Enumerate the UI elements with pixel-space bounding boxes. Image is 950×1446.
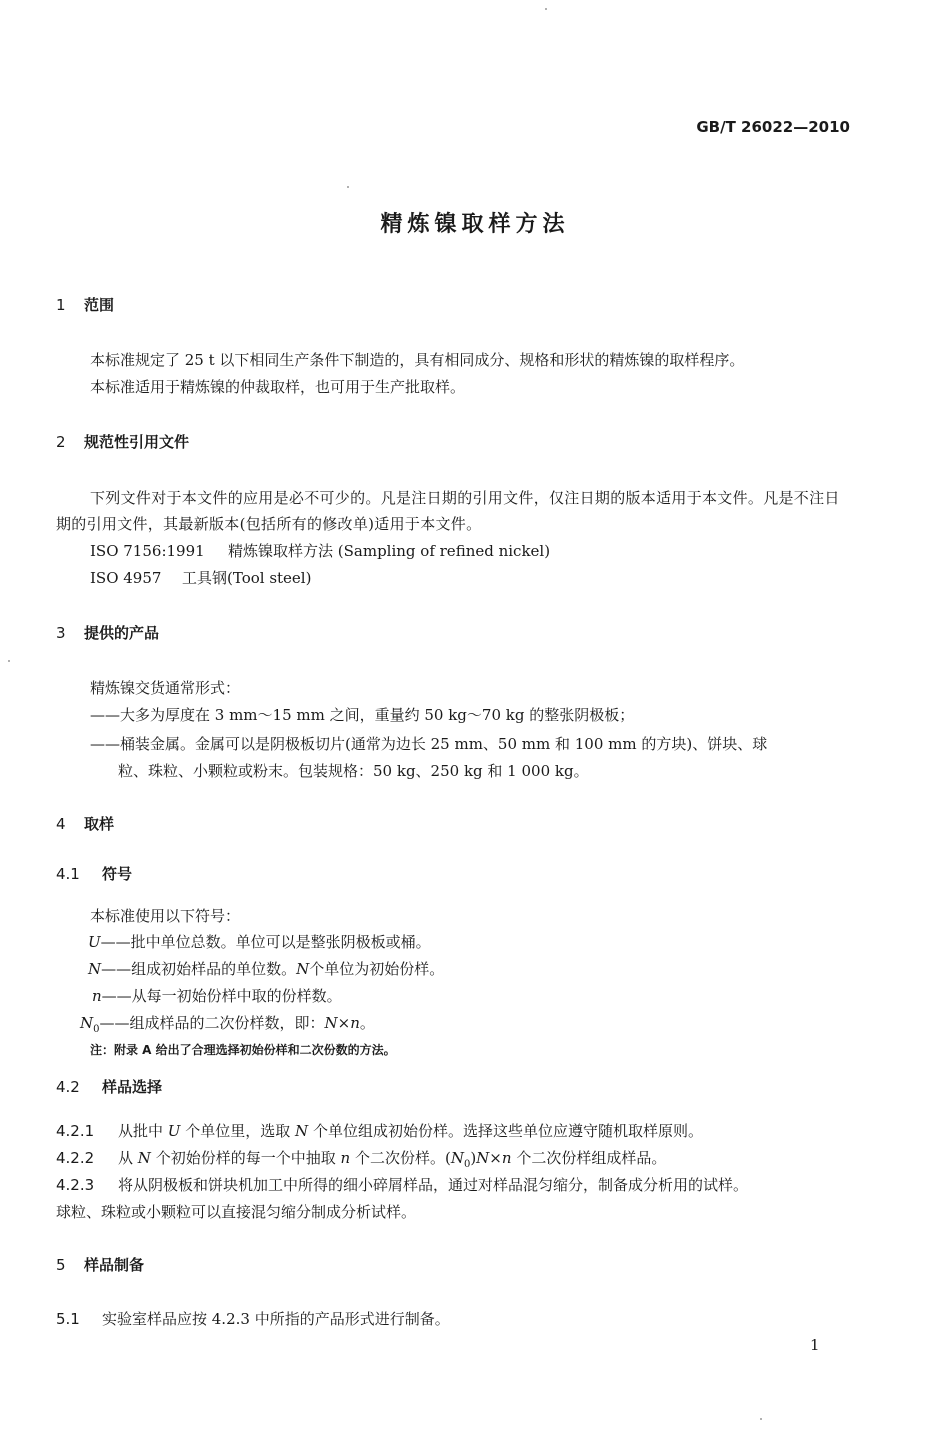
clause-4-2-1 [56,1118,703,1144]
section-2-heading [56,431,189,452]
section-number: 2 [56,433,66,451]
page-number: 1 [810,1336,820,1354]
section-title: 规范性引用文件 [84,433,190,451]
reference-item [90,565,311,591]
symbol-definition [88,956,444,982]
symbol-definition [92,983,342,1009]
subsection-number: 4.2 [56,1078,80,1096]
section-title: 范围 [84,296,115,314]
reference-title: 工具钢(Tool steel) [182,569,312,587]
clause-text: 个单位里，选取 [185,1122,291,1140]
symbol: N [88,960,102,978]
symbol-text: 。 [359,1014,375,1032]
section-5-heading [56,1254,144,1275]
subsection-title: 样品选择 [102,1078,163,1096]
symbol: N [80,1014,94,1032]
reference-code: ISO 4957 [90,569,162,587]
section-title: 样品制备 [84,1256,145,1274]
symbol: N [450,1149,464,1167]
note: 注：附录 A 给出了合理选择初始份样和二次份数的方法。 [90,1043,396,1057]
list-item: ——桶装金属。金属可以是阴极板切片(通常为边长 25 mm、50 mm 和 100 mm 的方块)、饼块、球 [90,735,768,753]
scan-speck [760,1418,762,1420]
standard-number: GB/T 26022—2010 [696,118,850,136]
section-title: 取样 [84,815,115,833]
symbol-text: 个单位为初始份样。 [309,960,445,978]
symbol: n [340,1149,351,1167]
section-number: 5 [56,1256,66,1274]
section-number: 3 [56,624,66,642]
reference-code: ISO 7156:1991 [90,542,205,560]
symbol-definition [88,929,431,955]
clause-number: 4.2.2 [56,1149,95,1167]
symbol-subscript: 0 [93,1024,100,1035]
list-item-continuation: 粒、珠粒、小颗粒或粉末。包装规格：50 kg、250 kg 和 1 000 kg。 [118,762,589,780]
symbol-definition [80,1010,375,1043]
clause-text: 从 [118,1149,134,1167]
symbol-text: ——批中单位总数。单位可以是整张阴极板或桶。 [100,933,431,951]
symbol-text: ——组成初始样品的单位数。 [101,960,297,978]
clause-4-2-3 [56,1172,748,1198]
symbol: n [350,1014,360,1032]
sec3-paragraph-1: 精炼镍交货通常形式： [90,679,241,697]
clause-text: 个初始份样的每一个中抽取 [155,1149,336,1167]
clause-continuation: 球粒、珠粒或小颗粒可以直接混匀缩分制成分析试样。 [56,1203,417,1221]
clause-text: 个二次份样组成样品。 [516,1149,667,1167]
subsection-number: 4.1 [56,865,80,883]
symbols-intro: 本标准使用以下符号： [90,907,241,925]
subsection-4-2-heading [56,1076,162,1097]
symbol: U [88,933,101,951]
clause-number: 4.2.3 [56,1176,95,1194]
section-4-heading [56,813,114,834]
symbol-text: ——从每一初始份样中取的份样数。 [101,987,342,1005]
symbol: n [92,987,102,1005]
symbol-subscript: 0 [463,1159,471,1170]
expression: N×n [476,1149,512,1167]
scan-speck [8,660,10,662]
scan-speck [347,186,349,188]
symbol: N [295,1122,309,1140]
section-number: 4 [56,815,66,833]
sec1-paragraph-2: 本标准适用于精炼镍的仲裁取样，也可用于生产批取样。 [90,378,466,396]
list-item: ——大多为厚度在 3 mm～15 mm 之间，重量约 50 kg～70 kg 的整张阴极板； [90,706,635,724]
reference-title: 精炼镍取样方法 (Sampling of refined nickel) [228,542,551,560]
clause-text: 个单位组成初始份样。选择这些单位应遵守随机取样原则。 [312,1122,703,1140]
section-number: 1 [56,296,66,314]
symbol: N [296,960,310,978]
subsection-title: 符号 [102,865,133,883]
section-1-heading [56,294,114,315]
clause-text: ) [470,1149,477,1167]
symbol: N [324,1014,338,1032]
clause-text: 将从阴极板和饼块机加工中所得的细小碎屑样品，通过对样品混匀缩分，制备成分析用的试样。 [118,1176,749,1194]
clause-5-1 [56,1306,450,1332]
subsection-4-1-heading [56,863,132,884]
sec2-paragraph-1: 下列文件对于本文件的应用是必不可少的。凡是注日期的引用文件，仅注日期的版本适用于本文件。凡是不注日期的引用文件，其最新版本(包括所有的修改单)适用于本文件。 [56,489,840,533]
sec1-paragraph-1: 本标准规定了 25 t 以下相同生产条件下制造的，具有相同成分、规格和形状的精炼镍的取样程序。 [90,351,745,369]
symbol: U [167,1122,181,1140]
clause-text: 个二次份样。( [354,1149,451,1167]
clause-text: 从批中 [118,1122,164,1140]
section-3-heading [56,622,159,643]
clause-number: 5.1 [56,1310,80,1328]
operator: × [337,1014,351,1032]
symbol: N [137,1149,151,1167]
symbol-text: ——组成样品的二次份样数，即： [99,1014,325,1032]
scan-speck [545,8,547,10]
clause-text: 实验室样品应按 4.2.3 中所指的产品形式进行制备。 [102,1310,450,1328]
document-title: 精炼镍取样方法 [380,212,570,237]
reference-item [90,538,550,564]
clause-number: 4.2.1 [56,1122,95,1140]
section-title: 提供的产品 [84,624,160,642]
